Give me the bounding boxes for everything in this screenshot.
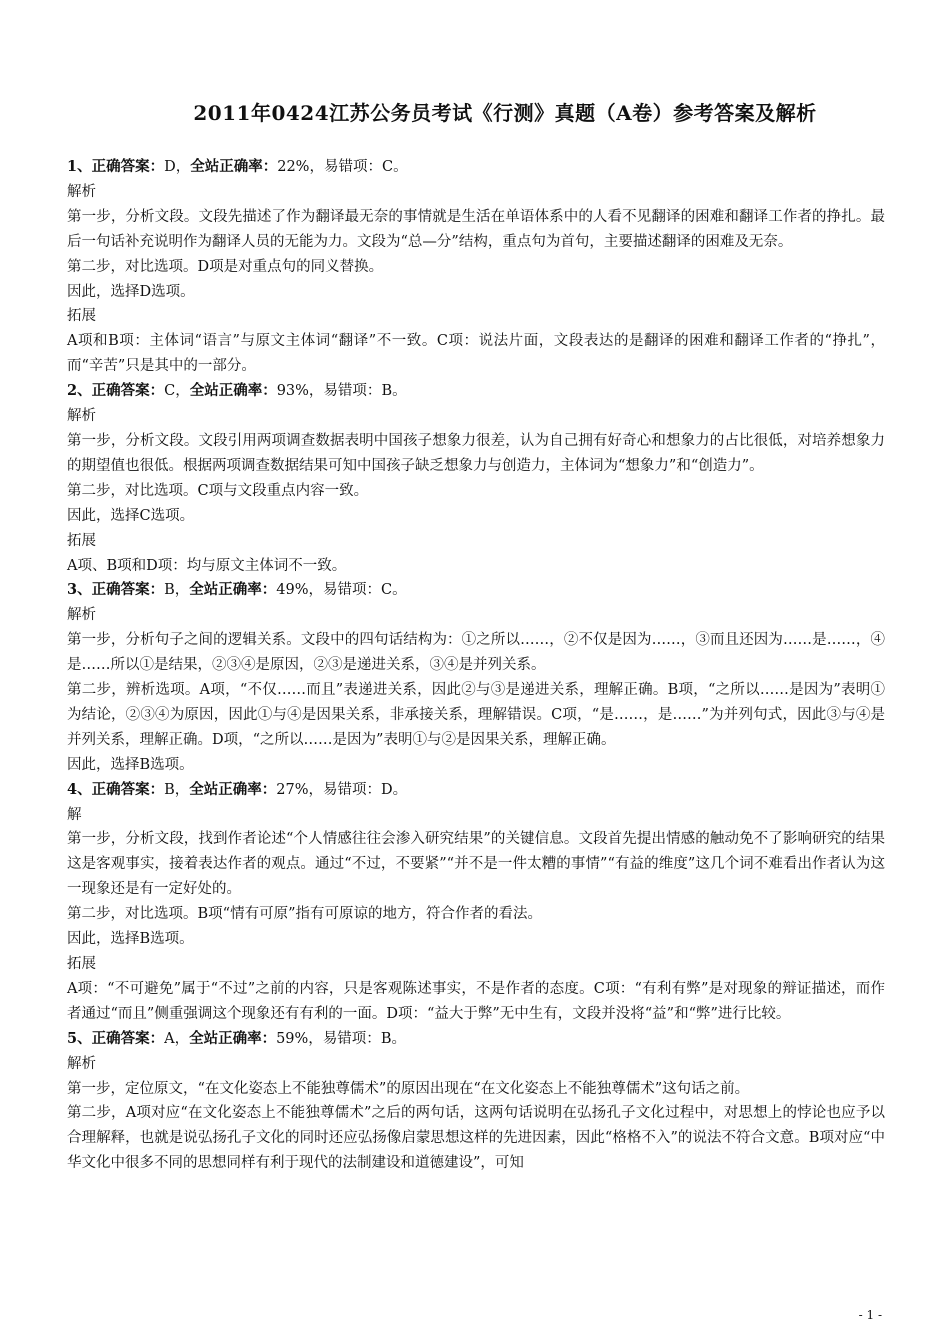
paragraph: 第二步，辨析选项。A项，“不仅……而且”表递进关系，因此②与③是递进关系，理解正确。B项，“之所以……是因为”表明①为结论，②③④为原因，因此①与④是因果关系，非承接关系，理解错误。C项，“是……，是……”为并列句式，因此③与④是并列关系，理解正确。D项，“之所以……是因为”表明①与②是因果关系，理解正确。 xyxy=(67,682,885,748)
paragraph: 因此，选择B选项。 xyxy=(67,756,194,773)
paragraph: 第一步，分析文段。文段引用两项调查数据表明中国孩子想象力很差，认为自己拥有好奇心和想象力的占比很低，对培养想象力的期望值也很低。根据两项调查数据结果可知中国孩子缺乏想象力与创造力，主体词为“想象力”和“创造力”。 xyxy=(67,432,885,474)
analysis-label: 解析 xyxy=(67,607,96,624)
analysis-label: 解 xyxy=(67,806,82,823)
paragraph: 第一步，分析句子之间的逻辑关系。文段中的四句话结构为：①之所以……，②不仅是因为……，③而且还因为……是……，④是……所以①是结果，②③④是原因，②③是递进关系，③④是并列关系。 xyxy=(67,632,885,674)
paragraph: A项、B项和D项：均与原文主体词不一致。 xyxy=(67,557,347,574)
document-body xyxy=(67,155,885,1176)
paragraph: 因此，选择C选项。 xyxy=(67,507,195,524)
page-number: - 1 - xyxy=(858,1308,882,1322)
paragraph: A项：“不可避免”属于“不过”之前的内容，只是客观陈述事实，不是作者的态度。C项：“有利有弊”是对现象的辩证描述，而作者通过“而且”侧重强调这个现象还有有利的一面。D项：“益大于弊”无中生有，文段并没将“益”和“弊”进行比较。 xyxy=(67,980,885,1022)
paragraph: 因此，选择B选项。 xyxy=(67,931,194,948)
page-title: 2011年0424江苏公务员考试《行测》真题（A卷）参考答案及解析 xyxy=(193,101,817,125)
paragraph: 第一步，定位原文，“在文化姿态上不能独尊儒术”的原因出现在“在文化姿态上不能独尊儒术”这句话之前。 xyxy=(67,1080,750,1097)
paragraph: A项和B项：主体词“语言”与原文主体词“翻译”不一致。C项：说法片面，文段表达的是翻译的困难和翻译工作者的“挣扎”，而“辛苦”只是其中的一部分。 xyxy=(67,333,885,375)
analysis-label: 解析 xyxy=(67,183,96,200)
answer-line-q5: 5、正确答案：A，全站正确率：59%，易错项：B。 xyxy=(67,1029,406,1047)
answer-line-q4: 4、正确答案：B，全站正确率：27%，易错项：D。 xyxy=(67,780,408,798)
analysis-label: 解析 xyxy=(67,408,96,425)
paragraph: 第二步，A项对应“在文化姿态上不能独尊儒术”之后的两句话，这两句话说明在弘扬孔子文化过程中，对思想上的悖论也应予以合理解释，也就是说弘扬孔子文化的同时还应弘扬像启蒙思想这样的先进因素，因此“格格不入”的说法不符合文意。B项对应“中华文化中很多不同的思想同样有利于现代的法制建设和道德建设”，可知 xyxy=(67,1105,885,1172)
paragraph: 因此，选择D选项。 xyxy=(67,283,195,300)
paragraph: 第二步，对比选项。B项“情有可原”指有可原谅的地方，符合作者的看法。 xyxy=(67,906,542,923)
answer-line-q3: 3、正确答案：B，全站正确率：49%，易错项：C。 xyxy=(67,581,407,599)
extend-label: 拓展 xyxy=(67,956,96,972)
paragraph: 第一步，分析文段，找到作者论述“个人情感往往会渗入研究结果”的关键信息。文段首先提出情感的触动免不了影响研究的结果这是客观事实，接着表达作者的观点。通过“不过，不要紧”“并不是一件太糟的事情”“有益的维度”这几个词不难看出作者认为这一现象还是有一定好处的。 xyxy=(67,831,885,898)
extend-label: 拓展 xyxy=(67,532,96,549)
paragraph: 第二步，对比选项。C项与文段重点内容一致。 xyxy=(67,482,369,499)
answer-line-q1: 1、正确答案：D，全站正确率：22%，易错项：C。 xyxy=(67,158,408,175)
answer-line-q2: 2、正确答案：C，全站正确率：93%，易错项：B。 xyxy=(67,382,407,400)
extend-label: 拓展 xyxy=(67,308,96,325)
paragraph: 第一步，分析文段。文段先描述了作为翻译最无奈的事情就是生活在单语体系中的人看不见翻译的困难和翻译工作者的挣扎。最后一句话补充说明作为翻译人员的无能为力。文段为“总—分”结构，重点句为首句，主要描述翻译的困难及无奈。 xyxy=(67,208,885,250)
paragraph: 第二步，对比选项。D项是对重点句的同义替换。 xyxy=(67,258,384,275)
analysis-label: 解析 xyxy=(67,1055,96,1072)
